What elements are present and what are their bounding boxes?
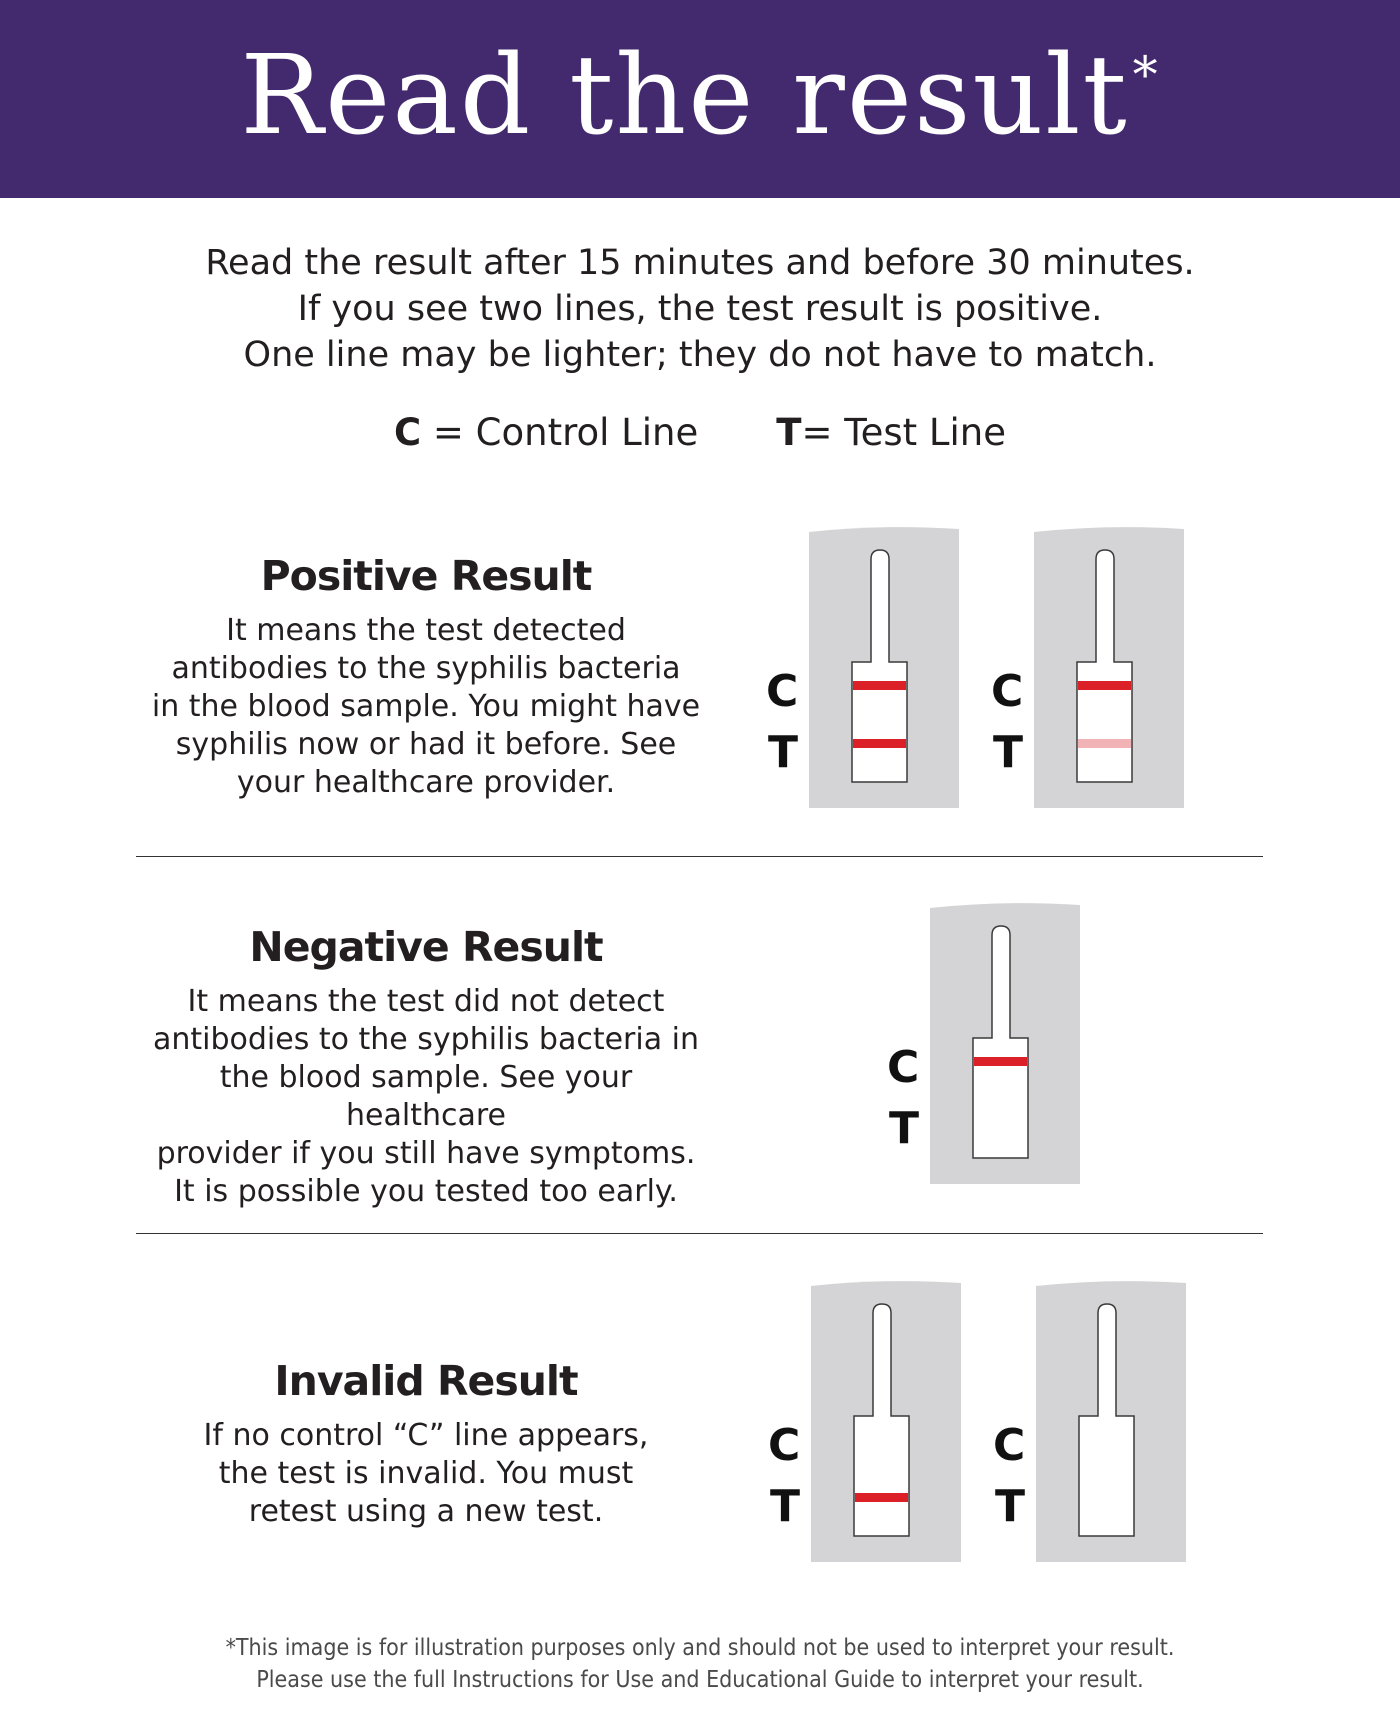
test-strip-positive-faint	[1034, 526, 1184, 808]
faint-test-line	[1078, 739, 1131, 748]
legend-control	[394, 408, 698, 458]
invalid-description	[136, 1417, 716, 1531]
strip-c-label: C	[766, 666, 799, 717]
negative-title: Negative Result	[249, 923, 603, 971]
legend-t-letter: T	[776, 411, 802, 454]
description-line: your healthcare provider.	[236, 765, 616, 800]
description-line: antibodies to the syphilis bacteria	[171, 651, 681, 686]
description-line: antibodies to the syphilis bacteria in	[152, 1022, 699, 1057]
section-divider	[136, 856, 1263, 857]
page-title-text: Read the result	[240, 31, 1129, 159]
description-line: It is possible you tested too early.	[174, 1174, 678, 1209]
positive-title: Positive Result	[260, 552, 592, 600]
intro-text	[0, 240, 1400, 378]
description-line: provider if you still have symptoms.	[156, 1136, 696, 1171]
description-line: If no control “C” line appears,	[203, 1418, 649, 1453]
strip-c-label: C	[768, 1420, 801, 1471]
control-line	[853, 681, 906, 690]
test-strip-negative	[930, 902, 1080, 1184]
section-divider	[136, 1233, 1263, 1234]
strip-c-label: C	[993, 1420, 1026, 1471]
description-line: the blood sample. See your healthcare	[219, 1060, 633, 1133]
legend-test	[776, 408, 1006, 458]
strip-t-label: T	[889, 1103, 920, 1154]
strip-t-label: T	[770, 1481, 801, 1532]
intro-line: If you see two lines, the test result is positive.	[297, 289, 1103, 329]
page-title	[0, 0, 1400, 198]
description-line: retest using a new test.	[248, 1494, 604, 1529]
legend-c-letter: C	[393, 411, 422, 454]
strip-c-label: C	[991, 666, 1024, 717]
disclaimer-footer	[0, 1632, 1400, 1696]
disclaimer-line: Please use the full Instructions for Use and Educational Guide to interpret your result.	[256, 1667, 1144, 1693]
positive-description	[136, 612, 716, 802]
test-line	[853, 739, 906, 748]
line-legend	[0, 408, 1400, 458]
description-line: syphilis now or had it before. See	[175, 727, 677, 762]
test-strip-invalid-no-lines	[1036, 1280, 1186, 1562]
legend-t-text: = Test Line	[801, 411, 1007, 454]
strip-t-label: T	[993, 727, 1024, 778]
control-line	[1078, 681, 1131, 690]
test-strip-invalid-test-only	[811, 1280, 961, 1562]
strip-t-label: T	[768, 727, 799, 778]
test-line	[855, 1493, 908, 1502]
intro-line: One line may be lighter; they do not have to match.	[243, 335, 1157, 375]
negative-description	[136, 983, 716, 1211]
description-line: It means the test did not detect	[187, 984, 665, 1019]
title-asterisk: *	[1132, 46, 1160, 104]
invalid-title: Invalid Result	[274, 1357, 578, 1405]
description-line: in the blood sample. You might have	[151, 689, 701, 724]
description-line: It means the test detected	[226, 613, 626, 648]
disclaimer-line: *This image is for illustration purposes only and should not be used to interpret your result.	[225, 1635, 1175, 1661]
strip-t-label: T	[995, 1481, 1026, 1532]
intro-line: Read the result after 15 minutes and before 30 minutes.	[205, 243, 1195, 283]
test-strip-positive-strong	[809, 526, 959, 808]
control-line	[974, 1057, 1027, 1066]
legend-c-text: = Control Line	[421, 411, 699, 454]
strip-c-label: C	[887, 1042, 920, 1093]
description-line: the test is invalid. You must	[218, 1456, 634, 1491]
